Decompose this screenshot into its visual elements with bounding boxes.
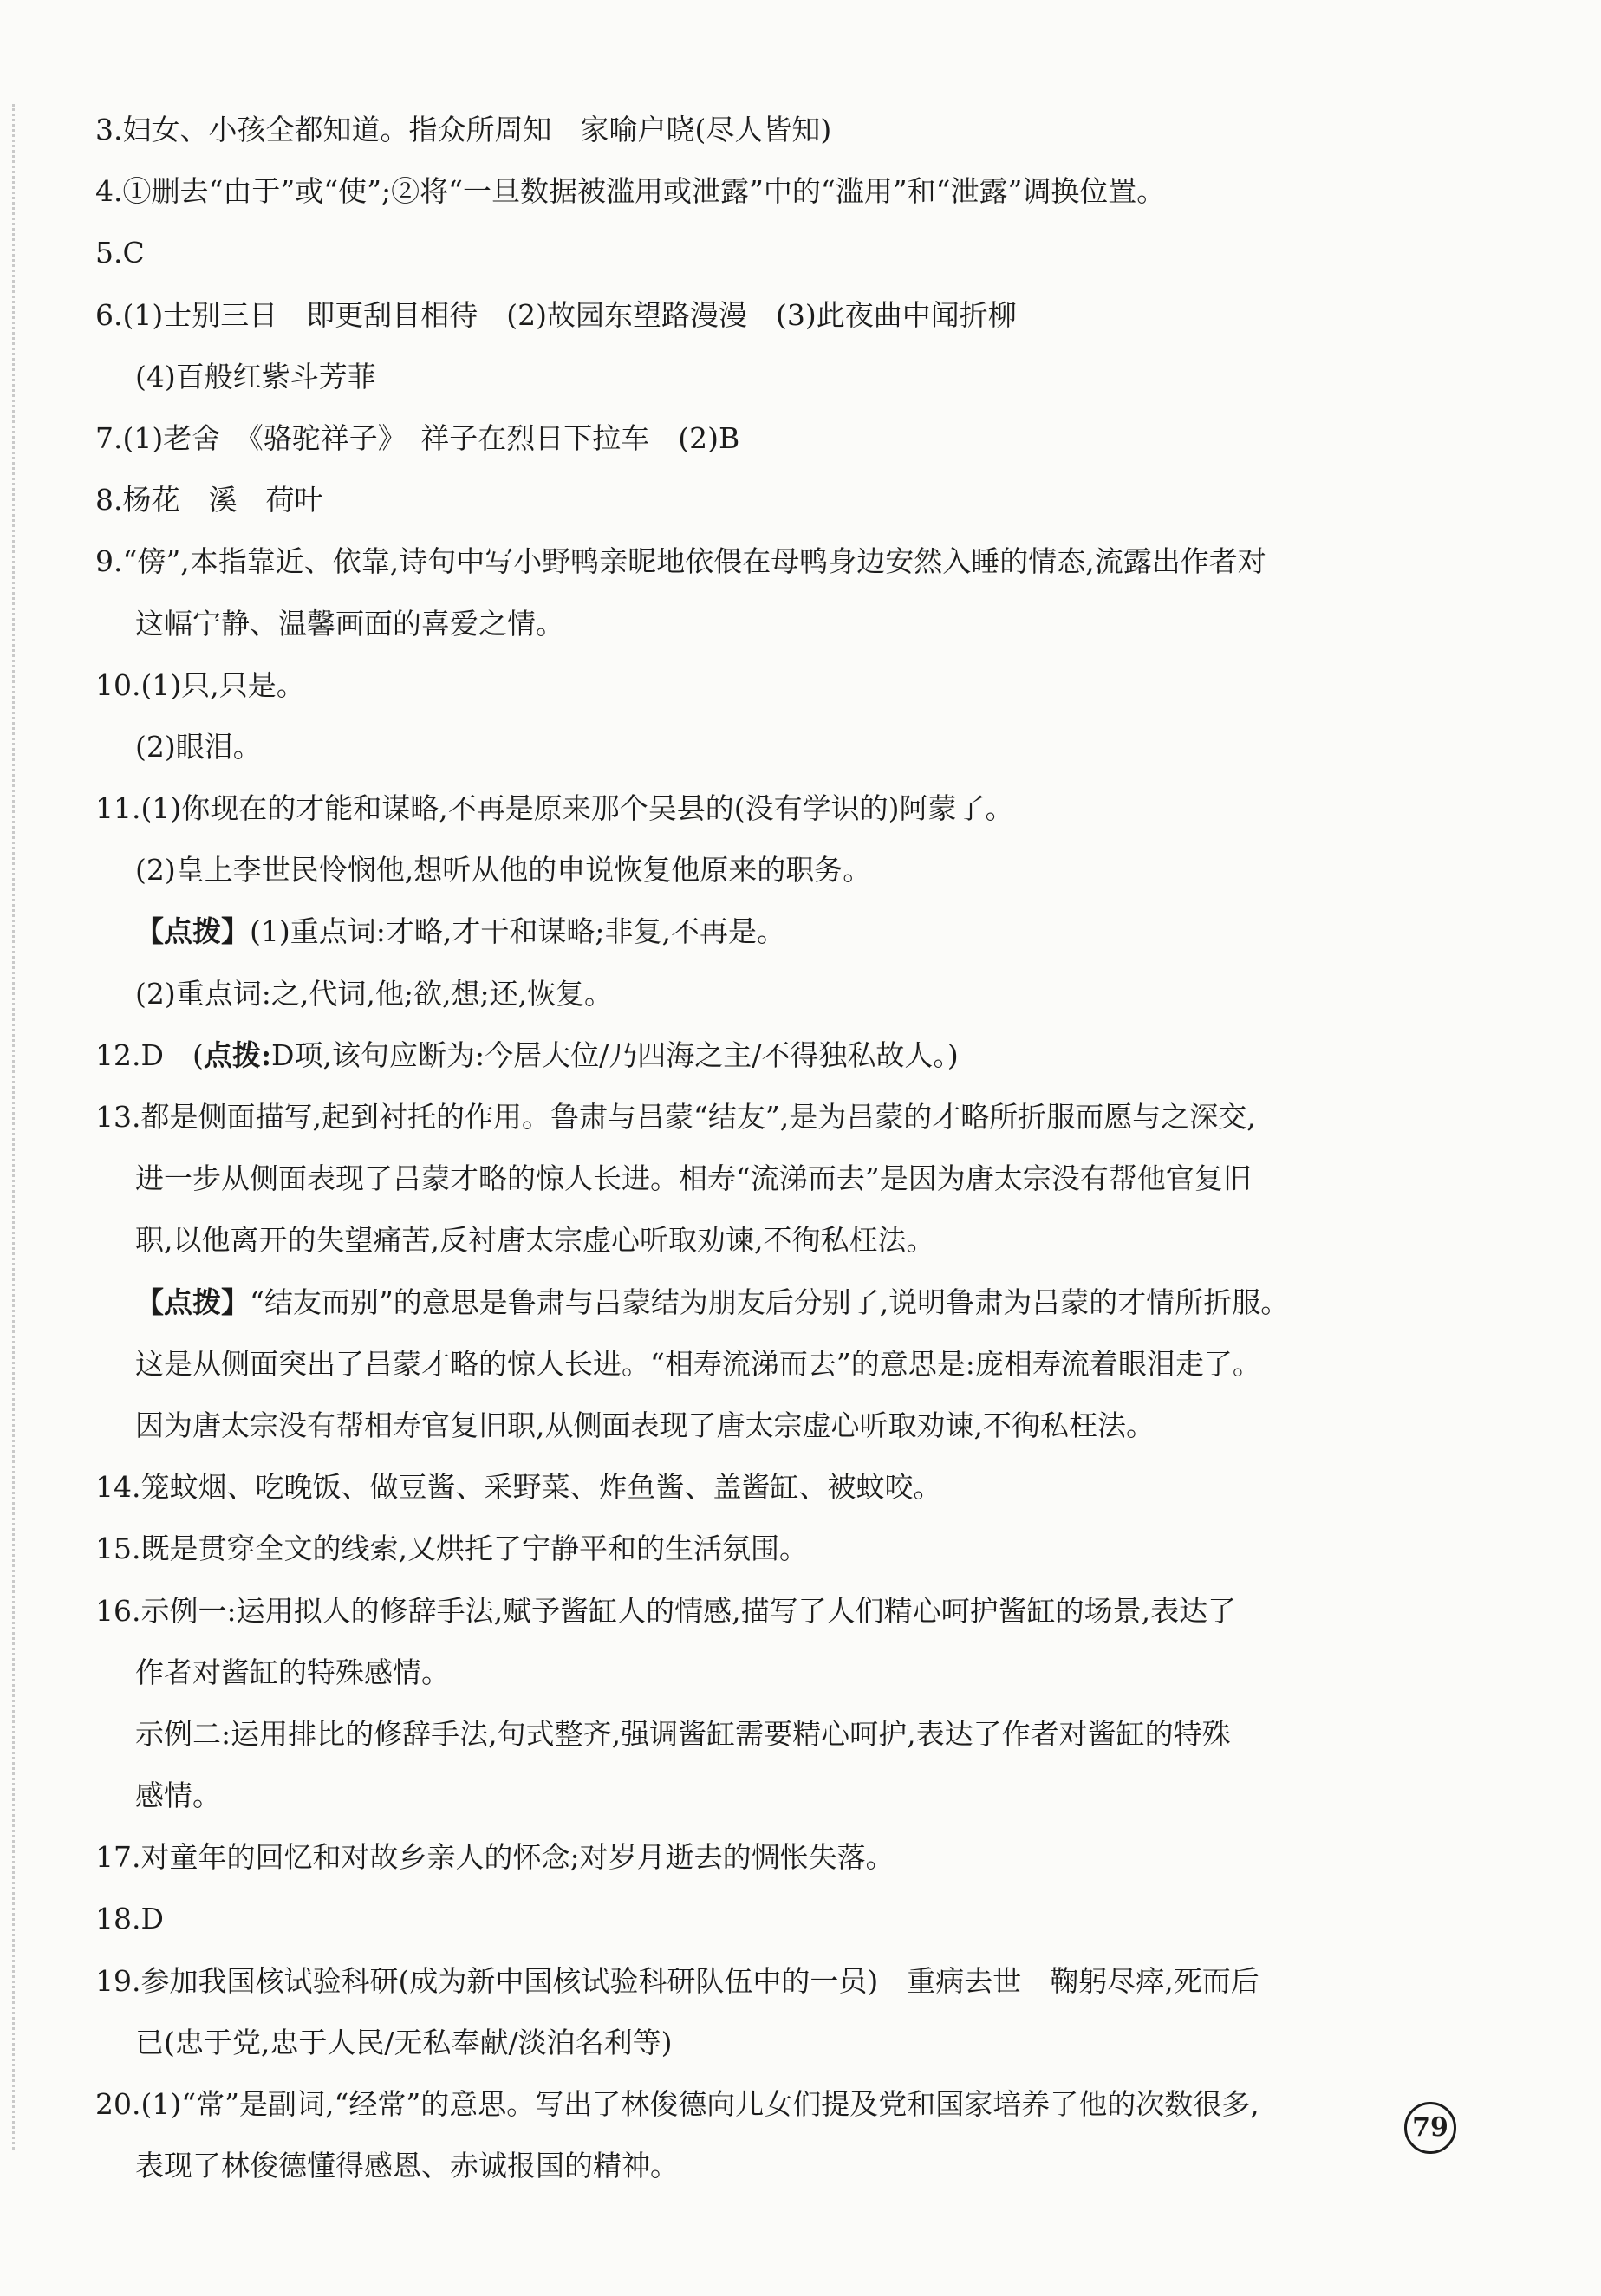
answer-5: 5.C <box>95 236 145 270</box>
answer-11-hint <box>95 901 1474 962</box>
answer-11: 11.(1)你现在的才能和谋略,不再是原来那个吴县的(没有学识的)阿蒙了。 <box>95 791 1014 826</box>
hint-text: (1)重点词:才略,才干和谋略;非复,不再是。 <box>250 914 785 949</box>
answer-10-2: (2)眼泪。 <box>135 729 262 764</box>
answer-13-cont-1: 进一步从侧面表现了吕蒙才略的惊人长进。相寿“流涕而去”是因为唐太宗没有帮他官复旧 <box>135 1161 1252 1196</box>
hint-label: 【点拨】 <box>135 914 250 949</box>
answer-16: 16.示例一:运用拟人的修辞手法,赋予酱缸人的情感,描写了人们精心呵护酱缸的场景,表达了 <box>95 1593 1237 1628</box>
answer-11-2: (2)皇上李世民怜悯他,想听从他的申说恢复他原来的职务。 <box>135 853 872 888</box>
answer-9-cont: 这幅宁静、温馨画面的喜爱之情。 <box>135 606 564 641</box>
answer-16-example-2: 示例二:运用排比的修辞手法,句式整齐,强调酱缸需要精心呵护,表达了作者对酱缸的特殊 <box>135 1716 1231 1751</box>
answer-13: 13.都是侧面描写,起到衬托的作用。鲁肃与吕蒙“结友”,是为吕蒙的才略所折服而愿与之深交, <box>95 1100 1256 1134</box>
answer-12-prefix: 12.D ( <box>95 1037 204 1072</box>
answer-13-hint-2: 这是从侧面突出了吕蒙才略的惊人长进。“相寿流涕而去”的意思是:庞相寿流着眼泪走了。 <box>135 1346 1261 1381</box>
answer-9: 9.“傍”,本指靠近、依靠,诗句中写小野鸭亲昵地依偎在母鸭身边安然入睡的情态,流露出作者对 <box>95 544 1266 579</box>
answer-19: 19.参加我国核试验科研(成为新中国核试验科研队伍中的一员) 重病去世 鞠躬尽瘁,死而后 <box>95 1963 1259 1998</box>
answer-19-cont: 已(忠于党,忠于人民/无私奉献/淡泊名利等) <box>135 2025 673 2059</box>
left-margin-rule <box>12 104 15 2150</box>
answer-20-cont: 表现了林俊德懂得感恩、赤诚报国的精神。 <box>135 2149 679 2183</box>
answer-10: 10.(1)只,只是。 <box>95 667 305 702</box>
answer-3: 3.妇女、小孩全都知道。指众所周知 家喻户晓(尽人皆知) <box>95 113 832 146</box>
answer-20: 20.(1)“常”是副词,“经常”的意思。写出了林俊德向儿女们提及党和国家培养了他的次数很多, <box>95 2087 1259 2121</box>
page-number: 79 <box>1404 2102 1456 2154</box>
answer-8: 8.杨花 溪 荷叶 <box>95 483 323 517</box>
answer-14: 14.笼蚊烟、吃晚饭、做豆酱、采野菜、炸鱼酱、盖酱缸、被蚊咬。 <box>95 1470 942 1505</box>
answer-6-cont: (4)百般红紫斗芳菲 <box>135 359 376 394</box>
hint-text-13: “结友而别”的意思是鲁肃与吕蒙结为朋友后分别了,说明鲁肃为吕蒙的才情所折服。 <box>250 1285 1290 1319</box>
answer-18: 18.D <box>95 1902 164 1936</box>
answer-15: 15.既是贯穿全文的线索,又烘托了宁静平和的生活氛围。 <box>95 1532 808 1566</box>
answer-12 <box>95 1024 1474 1086</box>
answer-13-hint-3: 因为唐太宗没有帮相寿官复旧职,从侧面表现了唐太宗虚心听取劝谏,不徇私枉法。 <box>135 1408 1155 1442</box>
answer-17: 17.对童年的回忆和对故乡亲人的怀念;对岁月逝去的惆怅失落。 <box>95 1840 895 1875</box>
hint-label-inline: 点拨: <box>203 1037 272 1072</box>
answer-6: 6.(1)士别三日 即更刮目相待 (2)故园东望路漫漫 (3)此夜曲中闻折柳 <box>95 297 1017 332</box>
answer-13-cont-2: 职,以他离开的失望痛苦,反衬唐太宗虚心听取劝谏,不徇私枉法。 <box>135 1223 935 1258</box>
answer-16-example-2-cont: 感情。 <box>135 1779 221 1813</box>
answer-11-hint-2: (2)重点词:之,代词,他;欲,想;还,恢复。 <box>135 976 614 1011</box>
answer-4: 4.①删去“由于”或“使”;②将“一旦数据被滥用或泄露”中的“滥用”和“泄露”调换位置。 <box>95 174 1166 209</box>
hint-label-13: 【点拨】 <box>135 1285 250 1319</box>
answer-content <box>95 99 1474 2196</box>
answer-16-cont: 作者对酱缸的特殊感情。 <box>135 1655 450 1689</box>
answer-12-text: D项,该句应断为:今居大位/乃四海之主/不得独私故人。) <box>271 1037 959 1072</box>
answer-13-hint <box>95 1272 1474 1333</box>
answer-7: 7.(1)老舍 《骆驼祥子》 祥子在烈日下拉车 (2)B <box>95 420 740 455</box>
